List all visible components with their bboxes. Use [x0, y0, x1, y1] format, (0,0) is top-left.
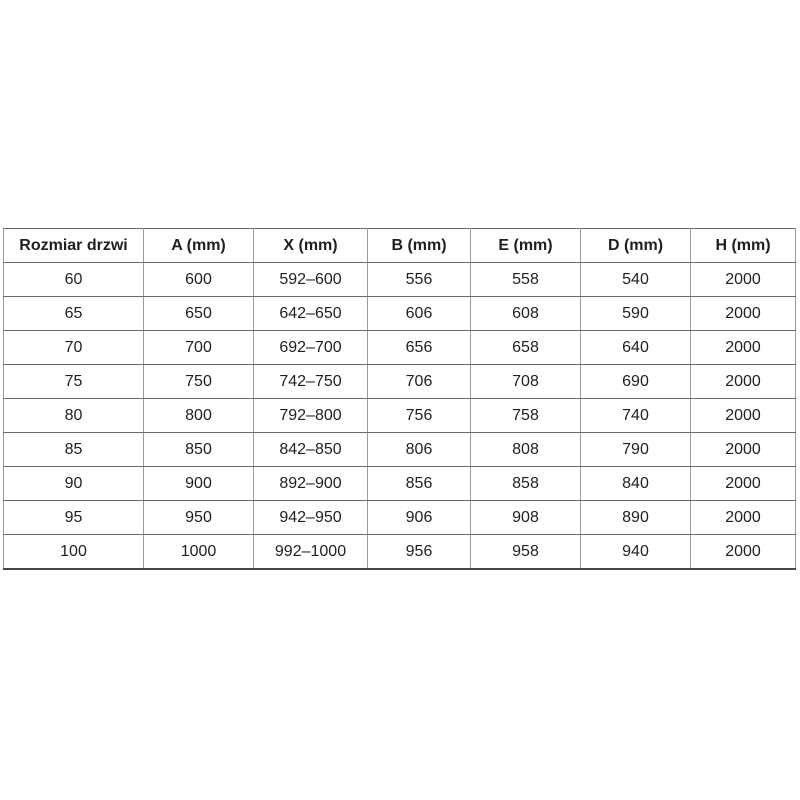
table-row [4, 331, 796, 365]
table-cell: 940 [581, 535, 691, 570]
table-cell: 692–700 [254, 331, 368, 365]
table-cell: 658 [471, 331, 581, 365]
table-cell: 90 [4, 467, 144, 501]
table-cell: 2000 [691, 501, 796, 535]
door-size-table-container [3, 228, 795, 570]
table-cell: 900 [144, 467, 254, 501]
column-header: X (mm) [254, 229, 368, 263]
table-cell: 892–900 [254, 467, 368, 501]
table-row [4, 399, 796, 433]
table-cell: 558 [471, 263, 581, 297]
table-row [4, 467, 796, 501]
table-row [4, 535, 796, 570]
column-header: D (mm) [581, 229, 691, 263]
table-cell: 906 [368, 501, 471, 535]
table-cell: 640 [581, 331, 691, 365]
column-header: Rozmiar drzwi [4, 229, 144, 263]
table-cell: 706 [368, 365, 471, 399]
column-header: A (mm) [144, 229, 254, 263]
table-cell: 2000 [691, 399, 796, 433]
table-cell: 908 [471, 501, 581, 535]
table-body [4, 263, 796, 570]
column-header: H (mm) [691, 229, 796, 263]
table-row [4, 263, 796, 297]
column-header: B (mm) [368, 229, 471, 263]
table-cell: 850 [144, 433, 254, 467]
table-cell: 700 [144, 331, 254, 365]
table-cell: 792–800 [254, 399, 368, 433]
table-cell: 2000 [691, 297, 796, 331]
table-cell: 808 [471, 433, 581, 467]
table-cell: 2000 [691, 365, 796, 399]
table-cell: 858 [471, 467, 581, 501]
table-cell: 840 [581, 467, 691, 501]
table-cell: 606 [368, 297, 471, 331]
table-cell: 742–750 [254, 365, 368, 399]
table-cell: 2000 [691, 331, 796, 365]
table-cell: 65 [4, 297, 144, 331]
table-cell: 956 [368, 535, 471, 570]
table-cell: 100 [4, 535, 144, 570]
table-cell: 992–1000 [254, 535, 368, 570]
table-cell: 856 [368, 467, 471, 501]
table-cell: 942–950 [254, 501, 368, 535]
table-cell: 556 [368, 263, 471, 297]
table-cell: 75 [4, 365, 144, 399]
table-cell: 80 [4, 399, 144, 433]
table-cell: 85 [4, 433, 144, 467]
table-cell: 540 [581, 263, 691, 297]
table-cell: 642–650 [254, 297, 368, 331]
table-header-row [4, 229, 796, 263]
table-cell: 600 [144, 263, 254, 297]
table-cell: 958 [471, 535, 581, 570]
table-cell: 1000 [144, 535, 254, 570]
table-cell: 95 [4, 501, 144, 535]
column-header: E (mm) [471, 229, 581, 263]
table-cell: 708 [471, 365, 581, 399]
table-cell: 758 [471, 399, 581, 433]
table-cell: 756 [368, 399, 471, 433]
table-cell: 2000 [691, 263, 796, 297]
table-row [4, 297, 796, 331]
table-cell: 592–600 [254, 263, 368, 297]
table-row [4, 433, 796, 467]
table-cell: 740 [581, 399, 691, 433]
table-cell: 842–850 [254, 433, 368, 467]
table-cell: 950 [144, 501, 254, 535]
table-cell: 590 [581, 297, 691, 331]
table-cell: 70 [4, 331, 144, 365]
table-cell: 690 [581, 365, 691, 399]
table-cell: 2000 [691, 467, 796, 501]
table-cell: 800 [144, 399, 254, 433]
table-row [4, 365, 796, 399]
table-cell: 2000 [691, 535, 796, 570]
table-cell: 608 [471, 297, 581, 331]
table-row [4, 501, 796, 535]
table-cell: 650 [144, 297, 254, 331]
table-cell: 60 [4, 263, 144, 297]
table-cell: 2000 [691, 433, 796, 467]
table-cell: 806 [368, 433, 471, 467]
door-size-table [3, 228, 796, 570]
table-cell: 890 [581, 501, 691, 535]
table-cell: 750 [144, 365, 254, 399]
table-cell: 790 [581, 433, 691, 467]
table-cell: 656 [368, 331, 471, 365]
